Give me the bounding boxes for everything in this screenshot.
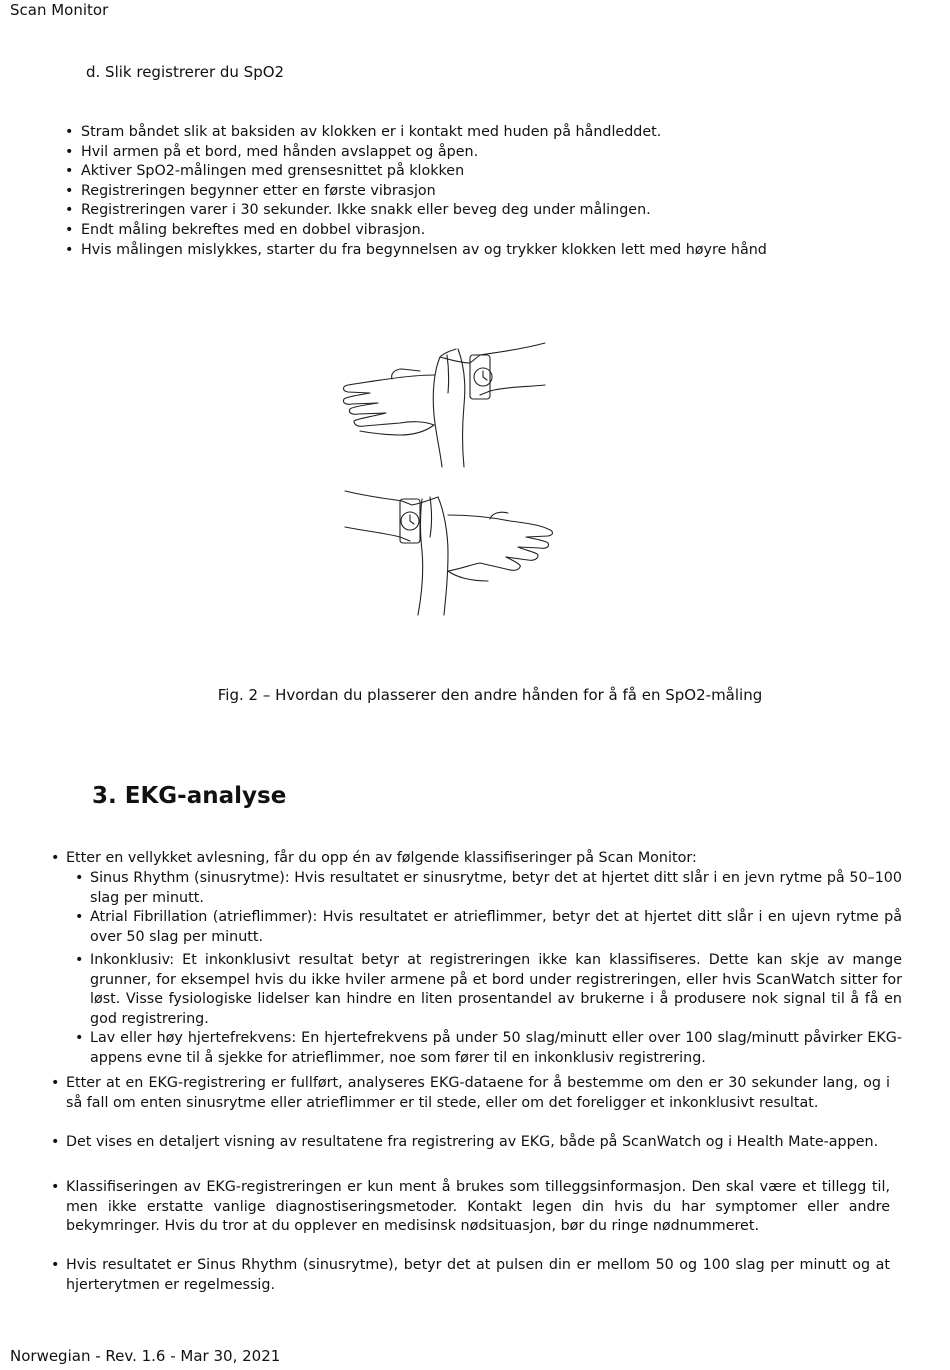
- section-heading-ekg: 3. EKG-analyse: [92, 783, 287, 809]
- page-footer: Norwegian - Rev. 1.6 - Mar 30, 2021: [10, 1347, 281, 1365]
- bullet-icon: •: [51, 1257, 60, 1273]
- page-header-title: Scan Monitor: [10, 1, 109, 19]
- list-item: • Etter en vellykket avlesning, får du opp én av følgende klassifiseringer på Scan Monitor:: [50, 849, 890, 869]
- list-item: • Registreringen begynner etter en første vibrasjon: [62, 182, 922, 202]
- bullet-icon: •: [75, 1030, 84, 1046]
- list-item: • Registreringen varer i 30 sekunder. Ikke snakk eller beveg deg under målingen.: [62, 201, 922, 221]
- bullet-icon: •: [65, 143, 74, 160]
- bullet-icon: •: [65, 182, 74, 199]
- list-item: • Sinus Rhythm (sinusrytme): Hvis resultatet er sinusrytme, betyr det at hjertet ditt slår i en jevn rytme på 50–100 slag per minutt.: [75, 870, 902, 906]
- list-item: • Klassifiseringen av EKG-registreringen er kun ment å brukes som tilleggsinformasjon. Den skal være et tillegg til, men ikke erstatte vanlige diagnostiseringsmetoder. Kontakt legen din hvis du har symptomer eller andre bekymringer. Hvis du tror at du opplever en medisinsk nødsituasjon, bør du ringe nødnummeret.: [51, 1179, 890, 1234]
- list-item: • Atrial Fibrillation (atrieflimmer): Hvis resultatet er atrieflimmer, betyr det at hjertet ditt slår i en ujevn rytme på over 50 slag per minutt.: [75, 909, 902, 945]
- list-item: • Etter at en EKG-registrering er fullført, analyseres EKG-dataene for å bestemme om den er 30 sekunder lang, og i så fall om enten sinusrytme eller atrieflimmer er til stede, eller om det foreligger et inkonklusivt resultat.: [51, 1075, 890, 1111]
- bullet-icon: •: [51, 1179, 60, 1195]
- list-item: • Hvis målingen mislykkes, starter du fra begynnelsen av og trykker klokken lett med høyre hånd: [62, 241, 922, 261]
- bullet-icon: •: [75, 909, 84, 925]
- bullet-icon: •: [65, 221, 74, 238]
- bullet-icon: •: [65, 202, 74, 219]
- list-item: • Det vises en detaljert visning av resultatene fra registrering av EKG, både på ScanWatch og i Health Mate-appen.: [50, 1133, 890, 1153]
- lower-hands-drawing: [345, 491, 553, 615]
- bullet-icon: •: [75, 870, 84, 886]
- list-item: • Hvil armen på et bord, med hånden avslappet og åpen.: [62, 143, 922, 163]
- spo2-steps-list: [62, 123, 922, 260]
- bullet-icon: •: [65, 163, 74, 180]
- bullet-icon: •: [51, 1134, 60, 1150]
- bullet-icon: •: [65, 241, 74, 258]
- bullet-icon: •: [51, 850, 60, 866]
- bullet-icon: •: [65, 124, 74, 140]
- list-item: • Aktiver SpO2-målingen med grensesnittet på klokken: [62, 162, 922, 182]
- spo2-subheading: d. Slik registrerer du SpO2: [86, 63, 285, 81]
- bullet-icon: •: [75, 952, 84, 968]
- list-item: • Stram båndet slik at baksiden av klokken er i kontakt med huden på håndleddet.: [62, 123, 922, 143]
- list-item: • Lav eller høy hjertefrekvens: En hjertefrekvens på under 50 slag/minutt eller over 100 slag/minutt påvirker EKG-appens evne til å sjekke for atrieflimmer, noe som fører til en inkonklusiv registrering.: [75, 1030, 902, 1066]
- spo2-hand-placement-illustration: [330, 335, 565, 620]
- list-item: • Inkonklusiv: Et inkonklusivt resultat betyr at registreringen ikke kan klassifiseres. Dette kan skje av mange grunner, for eksempel hvis du ikke hviler armene på et bord under registreringen, eller hvis ScanWatch sitter for løst. Visse fysiologiske lidelser kan hindre en liten prosentandel av brukerne i å produsere nok signal til å få en god registrering.: [75, 952, 902, 1027]
- list-item: • Hvis resultatet er Sinus Rhythm (sinusrytme), betyr det at pulsen din er mellom 50 og 100 slag per minutt og at hjerterytmen er regelmessig.: [51, 1257, 890, 1293]
- figure-caption: Fig. 2 – Hvordan du plasserer den andre hånden for å få en SpO2-måling: [217, 686, 763, 704]
- list-item: • Endt måling bekreftes med en dobbel vibrasjon.: [62, 221, 922, 241]
- upper-hands-drawing: [343, 343, 545, 467]
- bullet-icon: •: [51, 1075, 60, 1091]
